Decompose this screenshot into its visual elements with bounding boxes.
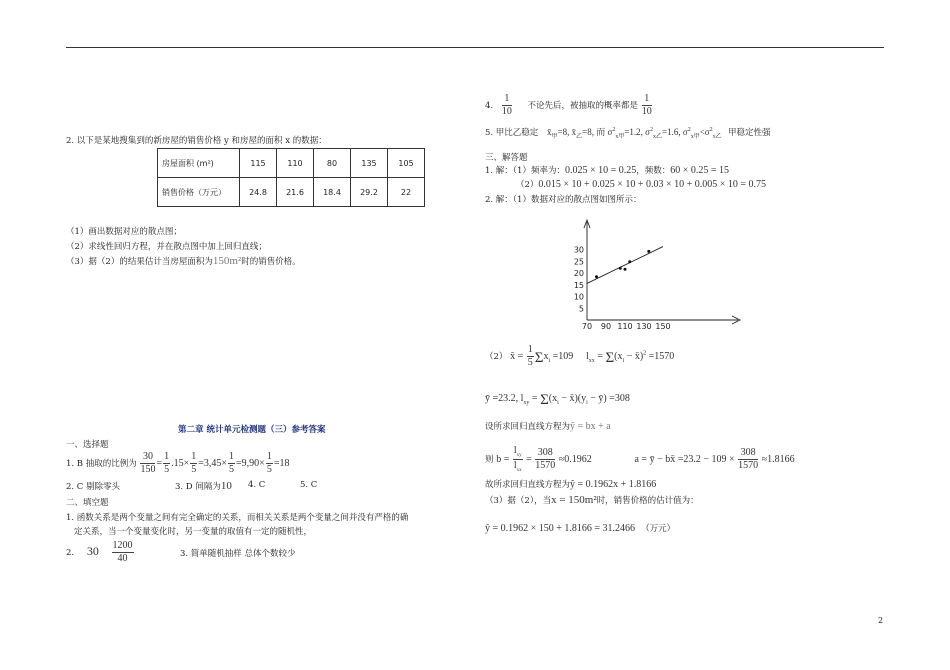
- table-cell: 29.2: [351, 178, 388, 207]
- header-rule: [66, 47, 884, 48]
- fill-2-label: 2.: [66, 548, 75, 558]
- answer-3-text: 3. D 间隔为: [175, 482, 221, 492]
- x-tick-label: 90: [600, 322, 612, 331]
- fraction-denominator: 10: [641, 106, 652, 117]
- table-cell: 24.8: [240, 178, 277, 207]
- answer-1: [66, 452, 289, 475]
- sub-question-3: [66, 255, 301, 267]
- r5-conclusion: 甲稳定性强: [727, 128, 771, 138]
- x-tick-label: 150: [655, 322, 671, 331]
- table-cell: 135: [351, 149, 388, 178]
- solve-2-estimate: [485, 494, 699, 506]
- answer-1-text: 1. B 抽取的比例为: [66, 458, 137, 469]
- equation-text: 故所求回归直线方程为: [485, 480, 571, 490]
- data-point: [595, 275, 598, 278]
- regression-equation: ŷ = 0.1962x + 1.8166: [570, 479, 657, 490]
- setup-text: 设所求回归直线方程为: [485, 422, 571, 432]
- estimate-text: （3）据（2），当: [485, 496, 552, 506]
- x-tick-label: 70: [581, 322, 593, 331]
- y-tick-label: 20: [573, 269, 584, 278]
- lxx-formula: $l_{xx} = \Sigma(x_i$ − x̄)$^2$ =1570: [586, 349, 675, 366]
- data-point: [619, 267, 622, 270]
- interval-value: 10: [220, 480, 232, 492]
- x-tick-label: 130: [636, 322, 652, 331]
- r5-math: $x̄_甲=8$, $x̄_乙=8$, 而 $\sigma^2_{x甲}=1.2$, $\sigma^2_{x乙}=1.6$, $\sigma^2_{x甲}<\sigma^2_{x乙}$: [547, 127, 722, 140]
- then-label: 则: [485, 454, 494, 465]
- table-cell: 21.6: [277, 178, 314, 207]
- fill-2-fraction: [112, 541, 134, 564]
- sub-question-2: （2）求线性回归方程，并在散点图中加上回归直线；: [66, 242, 267, 252]
- x-mean-formula: x̄ = $\frac{1}{5}$ $\Sigma x_i =109$: [510, 344, 574, 368]
- solve-1-mid: ，频数：: [636, 166, 671, 176]
- r4-fraction-2: [642, 94, 652, 117]
- estimate-unit: （万元）: [641, 524, 676, 534]
- y-tick-label: 25: [573, 257, 584, 267]
- solve-1-frequency: 0.025 × 10 = 0.25: [564, 165, 637, 176]
- solve-1-line-1: [485, 164, 729, 176]
- setup-equation: ŷ = bx + a: [570, 421, 611, 432]
- b-formula: b = $\frac{l_{xy}}{l_{xx}}$ = $\frac{308}{1570}$ ≈0.1962: [496, 445, 592, 473]
- data-point: [624, 268, 627, 271]
- section-solve: 三、解答题: [485, 153, 528, 163]
- scatter-plot: [560, 210, 760, 340]
- solve-1-count: 60 × 0.25 = 15: [670, 165, 730, 176]
- data-point: [647, 250, 650, 253]
- answer-r5: [485, 125, 770, 140]
- x-tick-label: 110: [617, 322, 633, 331]
- r4-label: 4.: [485, 101, 494, 111]
- answer-r4: [485, 94, 653, 117]
- solve-2-result: [485, 522, 675, 534]
- table-cell: 105: [388, 149, 425, 178]
- y-tick-label: 15: [573, 280, 584, 290]
- sub-question-3-end: 时的销售价格。: [241, 257, 301, 267]
- estimate-result: ŷ = 0.1962 × 150 + 1.8166 = 31.2466: [485, 523, 636, 534]
- r5-text: 5. 甲比乙稳定: [485, 128, 539, 138]
- answer-title: 第二章 统计单元检测题（三）参考答案: [178, 425, 326, 435]
- area-value: 150m²: [212, 255, 242, 267]
- table-cell: 18.4: [314, 178, 351, 207]
- solve-1-line-2: [516, 178, 766, 190]
- a-formula: a = ȳ − bx̄ =23.2 − 109 × $\frac{308}{1570}$ ≈1.8166: [634, 447, 795, 471]
- answer-2: 2. C 剔除零头: [66, 482, 121, 492]
- solve-2-equation: [485, 478, 656, 490]
- solve-2-lxy: [485, 392, 630, 409]
- data-table: [157, 148, 425, 207]
- fill-2-value: 30: [86, 544, 99, 558]
- sub-question-3-text: （3）据（2）的结果估计当房屋面积为: [66, 257, 213, 267]
- answer-5: 5. C: [300, 480, 318, 490]
- estimate-x: x = 150m²: [551, 494, 597, 506]
- table-cell: 80: [314, 149, 351, 178]
- fill-1-line-1: 1. 函数关系是两个变量之间有完全确定的关系，而相关关系是两个变量之间并没有严格的确: [66, 513, 409, 523]
- fraction-numerator: 1: [502, 94, 512, 106]
- solve-2-coefficients: [485, 446, 795, 473]
- table-cell: 110: [277, 149, 314, 178]
- r4-fraction: [502, 94, 512, 117]
- solve-2-setup: [485, 420, 611, 432]
- table-cell: 22: [388, 178, 425, 207]
- regression-line: [587, 247, 663, 284]
- solve-1-sub-label: （2）: [516, 180, 539, 190]
- table-row: [158, 178, 425, 207]
- fill-1-line-2: 定关系，当一个变量变化时，另一变量的取值有一定的随机性，: [74, 527, 313, 537]
- answer-4: 4. C: [248, 480, 266, 490]
- table-cell: 115: [240, 149, 277, 178]
- fill-2: [66, 541, 135, 564]
- page-number: 2: [878, 616, 884, 625]
- solve-2-means: [485, 345, 674, 368]
- section-fill: 二、填空题: [66, 498, 109, 508]
- fill-3: 3. 简单随机抽样 总体个数较少: [180, 549, 296, 559]
- fraction-numerator: 1: [642, 94, 652, 106]
- solve-1-sum: 0.015 × 10 + 0.025 × 10 + 0.03 × 10 + 0.005 × 10 = 0.75: [538, 179, 767, 190]
- estimate-text-end: 时，销售价格的估计值为：: [596, 496, 699, 506]
- answer-1-math: $\frac{30}{150}$ = $\frac{1}{5}$ .15× $\frac{1}{5}$ =3,45× $\frac{1}{5}$ =9,90× $\frac{1}{5}$ =18: [140, 451, 290, 475]
- section-choice: 一、选择题: [66, 440, 109, 450]
- data-point: [628, 260, 631, 263]
- r4-text: 不论先后，被抽取的概率都是: [527, 101, 639, 111]
- solve-2-intro: 2. 解：（1）数据对应的散点图如图所示：: [485, 195, 642, 205]
- lxy-formula: ȳ =23.2, $l_{xy} = \Sigma(x_i$ − $x̄)(y_i$ − ȳ) =308: [485, 392, 630, 408]
- table-row: [158, 149, 425, 178]
- table-header-price: 销售价格（万元）: [158, 178, 240, 207]
- table-header-area: 房屋面积 (m²): [158, 149, 240, 178]
- sub-question-1: （1）画出数据对应的散点图；: [66, 227, 182, 237]
- solve-2-sub-label: （2）: [485, 351, 508, 362]
- y-tick-label: 10: [573, 292, 584, 302]
- answer-3: [175, 480, 232, 492]
- fraction-numerator: 1200: [112, 540, 133, 551]
- fraction-denominator: 10: [501, 106, 512, 117]
- question-2-intro: 2. 以下是某地搜集到的新房屋的销售价格 y 和房屋的面积 x 的数据：: [66, 136, 327, 146]
- y-tick-label: 5: [578, 304, 584, 314]
- y-tick-label: 30: [573, 245, 584, 255]
- solve-1-label: 1. 解：（1）频率为：: [485, 166, 565, 176]
- fraction-denominator: 40: [117, 553, 128, 564]
